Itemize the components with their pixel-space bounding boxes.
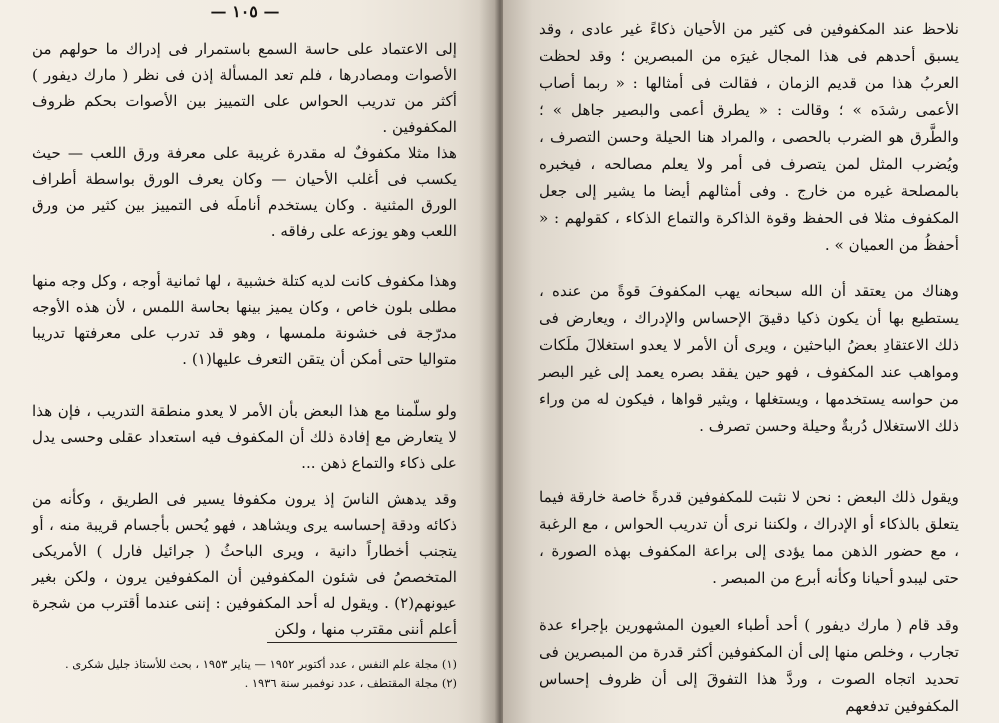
paragraph: وهناك من يعتقد أن الله سبحانه يهب المكفوفَ قوةً من عنده ، يستطيع بها أن يكون ذكيا دقيقَ الإحساس والإدراك ، ويعارض فى ذلك الاعتقادِ بعضُ الباحثين ، ويرى أن الأمر لا يعدو استغلالَ ملَكات ومواهب عند المكفوف ، فهو حين يفقد بصره يعمد إلى غير البصر من حواسه يستخدمها ، ويستغلها ، ويثير قواها ، فيكون له من وراء ذلك الاستغلال دُربةٌ وحيلة وحسن تصرف . [539,282,959,435]
footnote-divider [267,642,457,643]
paragraph: نلاحظ عند المكفوفين فى كثير من الأحيان ذكاءً غير عادى ، وقد يسبق أحدهم فى هذا المجال غيرَه من المبصرين ؛ وقد لحظت العربُ هذا من قديم الزمان ، فقالت فى أمثالها : « ربما أصاب الأعمى رشدَه » ؛ وقالت : « يطرق أعمى والبصير جاهل » ؛ والطَّرق هو الضرب بالحصى ، والمراد هنا الحيلة وحسن التصرف ، ويُضرب المثل لمن يتصرف فى أمر ولا يعلم مصالحه ، فيخبره بالمصلحة غيره من خارج . وفى أمثالهم أيضا ما يشير إلى جعل المكفوف مثلا فى الحفظ وقوة الذاكرة والتماع الذكاء ، كقولهم : « أحفظُ من العميان » . [539,20,959,254]
page-number: — ١٠٥ — [210,2,280,21]
paragraph: وقد قام ( مارك ديفور ) أحد أطباء العيون المشهورين بإجراء عدة تجارب ، وخلص منها إلى أن المكفوفين أكثر قدرة من المبصرين فى تحديد اتجاه الصوت ، وردَّ هذا التفوقَ إلى أن ظروف إحساس المكفوفين تدفعهم [539,616,959,715]
paragraph: هذا مثلا مكفوفٌ له مقدرة غريبة على معرفة ورق اللعب — حيث يكسب فى أغلب الأحيان — وكان يعرف الورق بواسطة أطراف الورق المثنية . وكان يستخدم أناملَه فى التمييز بين كثير من ورق اللعب وهو يوزعه على رفاقه . [32,144,457,240]
paragraph: إلى الاعتماد على حاسة السمع باستمرار فى إدراك ما حولهم من الأصوات ومصادرها ، فلم تعد المسألة إذن فى نظر ( مارك ديفور ) أكثر من تدريب الحواس على التمييز بين الأصوات بحكم ظروف المكفوفين . [32,40,457,136]
footnote: (٢) مجلة المقتطف ، عدد نوفمبر سنة ١٩٣٦ . [244,676,457,690]
left-page [0,0,497,723]
paragraph: ويقول ذلك البعض : نحن لا نثبت للمكفوفين قدرةً خاصة خارقة فيما يتعلق بالذكاء أو الإدراك ، ولكننا نرى أن تدريب الحواس ، مع الرغبة ، مع حضور الذهن مما يؤدى إلى براعة المكفوف بهذه الصورة ، حتى ليبدو أحيانا وكأنه أبرع من المبصر . [539,488,959,587]
paragraph: وهذا مكفوف كانت لديه كتلة خشبية ، لها ثمانية أوجه ، وكل وجه منها مطلى بلون خاص ، وكان يميز بينها بحاسة اللمس ، لأن هذه الأوجه مدرّجة فى خشونة ملمسها ، وهو قد تدرب على معرفتها تدريبا متواليا حتى أمكن أن يتقن التعرف عليها(١) . [32,272,457,368]
right-page [503,0,999,723]
footnotes [32,655,457,693]
paragraph: وقد يدهش الناسَ إذ يرون مكفوفا يسير فى الطريق ، وكأنه من ذكائه ودقة إحساسه يرى ويشاهد ، فهو يُحس بأجسام قريبة منه ، أو يتجنب أخطاراً دانية ، ويرى الباحثُ ( جرائيل فارل ) الأمريكى المتخصصُ فى شئون المكفوفين أن المكفوفين يرون ، ولكن بغير عيونهم(٢) . ويقول له أحد المكفوفين : إننى عندما أقترب من شجرة أعلم أننى مقترب منها ، ولكن [32,490,457,638]
paragraph: ولو سلّمنا مع هذا البعض بأن الأمر لا يعدو منطقة التدريب ، فإن هذا لا يتعارض مع إفادة ذلك أن المكفوف فيه استعداد عقلى وحسى يدل على ذكاء والتماع ذهن ... [32,402,457,472]
footnote: (١) مجلة علم النفس ، عدد أكتوبر ١٩٥٢ — يناير ١٩٥٣ ، بحث للأستاذ جليل شكرى . [64,657,457,671]
